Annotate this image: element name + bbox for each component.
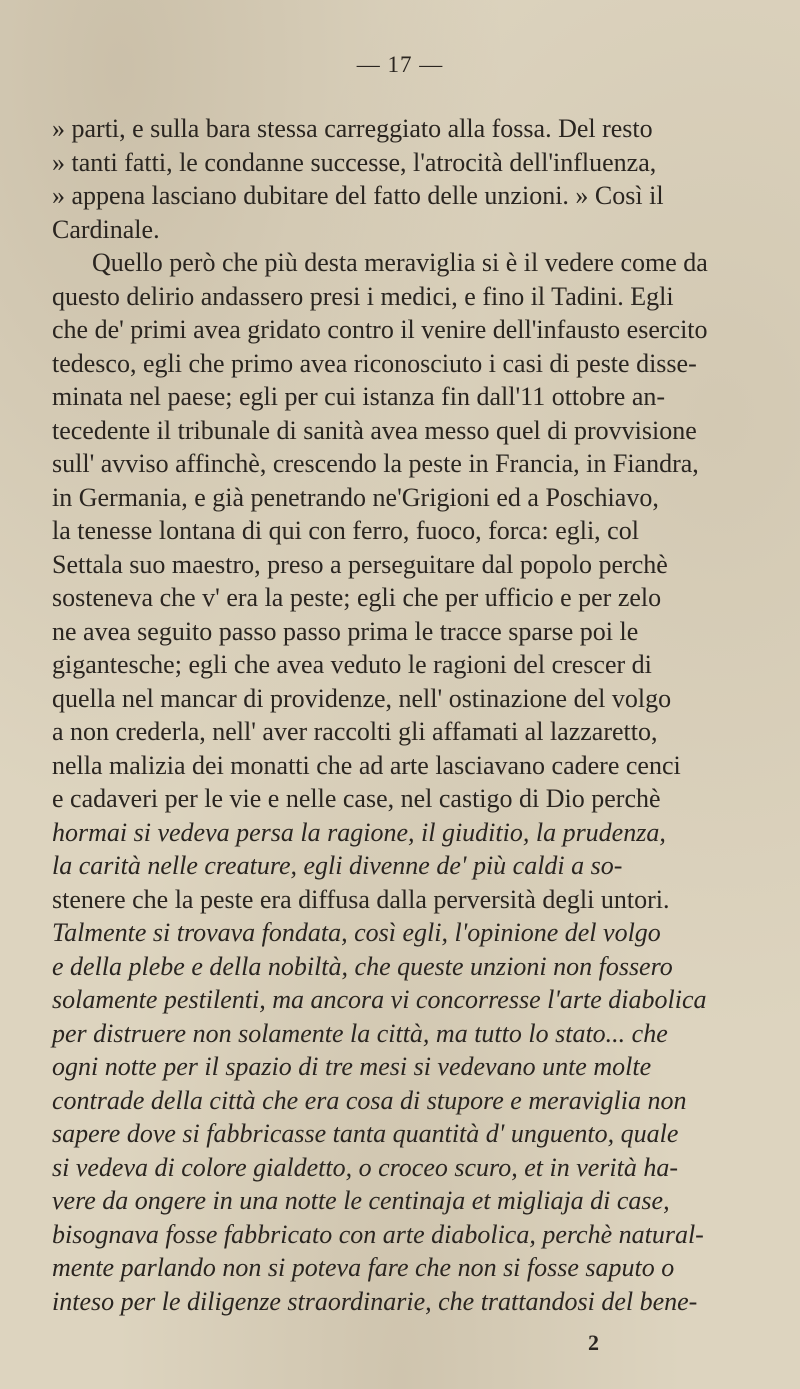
text-line: Settala suo maestro, preso a perseguitare dal popolo perchè (52, 549, 668, 579)
quote-line: solamente pestilenti, ma ancora vi concorresse l'arte diabolica (52, 985, 707, 1014)
quote-line: bisognava fosse fabbricato con arte diabolica, perchè natural- (52, 1219, 704, 1249)
quote-line: e della plebe e della nobiltà, che queste unzioni non fossero (52, 951, 673, 981)
text-line: sosteneva che v' era la peste; egli che per ufficio e per zelo (52, 583, 662, 612)
text-line: sull' avviso affinchè, crescendo la peste in Francia, in Fiandra, (52, 449, 699, 478)
text-line: la tenesse lontana di qui con ferro, fuoco, forca: egli, col (52, 516, 639, 545)
quote-line: sapere dove si fabbricasse tanta quantità d' unguento, quale (52, 1119, 679, 1148)
text-line: Cardinale. (52, 214, 160, 244)
text-line: e cadaveri per le vie e nelle case, nel castigo di Dio perchè (52, 784, 661, 813)
quote-line: ogni notte per il spazio di tre mesi si vedevano unte molte (52, 1052, 652, 1081)
quote-line: hormai si vedeva persa la ragione, il giuditio, la prudenza, (52, 817, 666, 847)
text-line: a non crederla, nell' aver raccolti gli affamati al lazzaretto, (52, 717, 658, 746)
text-line: quella nel mancar di providenze, nell' ostinazione del volgo (52, 683, 672, 713)
quote-line: Talmente si trovava fondata, così egli, l'opinione del volgo (52, 918, 661, 947)
page-number-header: — 17 — (356, 52, 444, 77)
text-line: » tanti fatti, le condanne successe, l'atrocità dell'influenza, (52, 147, 657, 177)
text-line: nella malizia dei monatti che ad arte lasciavano cadere cenci (52, 750, 681, 780)
text-line: » parti, e sulla bara stessa carreggiato alla fossa. Del resto (52, 114, 653, 143)
quote-line: per distruere non solamente la città, ma tutto lo stato... che (52, 1018, 668, 1048)
text-line: tedesco, egli che primo avea riconosciuto i casi di peste disse- (52, 348, 697, 378)
text-line: Quello però che più desta meraviglia si è il vedere come da (92, 248, 708, 277)
text-line: questo delirio andassero presi i medici, e fino il Tadini. Egli (52, 281, 674, 311)
quote-line: la carità nelle creature, egli divenne de' più caldi a so- (52, 851, 623, 880)
text-line: che de' primi avea gridato contro il venire dell'infausto esercito (52, 315, 708, 344)
quote-line: inteso per le diligenze straordinarie, che trattandosi del bene- (52, 1286, 698, 1316)
quote-line: mente parlando non si poteva fare che non si fosse saputo o (52, 1253, 675, 1282)
text-line: » appena lasciano dubitare del fatto delle unzioni. » Così il (52, 181, 664, 210)
signature-mark: 2 (588, 1330, 599, 1355)
text-line: minata nel paese; egli per cui istanza fin dall'11 ottobre an- (52, 382, 666, 411)
text-line: ne avea seguito passo passo prima le tracce sparse poi le (52, 616, 639, 646)
quote-line: si vedeva di colore gialdetto, o croceo scuro, et in verità ha- (52, 1152, 678, 1182)
text-line: stenere che la peste era diffusa dalla perversità degli untori. (52, 884, 670, 914)
quote-line: contrade della città che era cosa di stupore e meraviglia non (52, 1085, 687, 1115)
text-line: in Germania, e già penetrando ne'Grigioni ed a Poschiavo, (52, 482, 659, 512)
text-line: tecedente il tribunale di sanità avea messo quel di provvisione (52, 415, 697, 445)
text-line: gigantesche; egli che avea veduto le ragioni del crescer di (52, 650, 652, 679)
quote-line: vere da ongere in una notte le centinaja et migliaja di case, (52, 1186, 670, 1215)
